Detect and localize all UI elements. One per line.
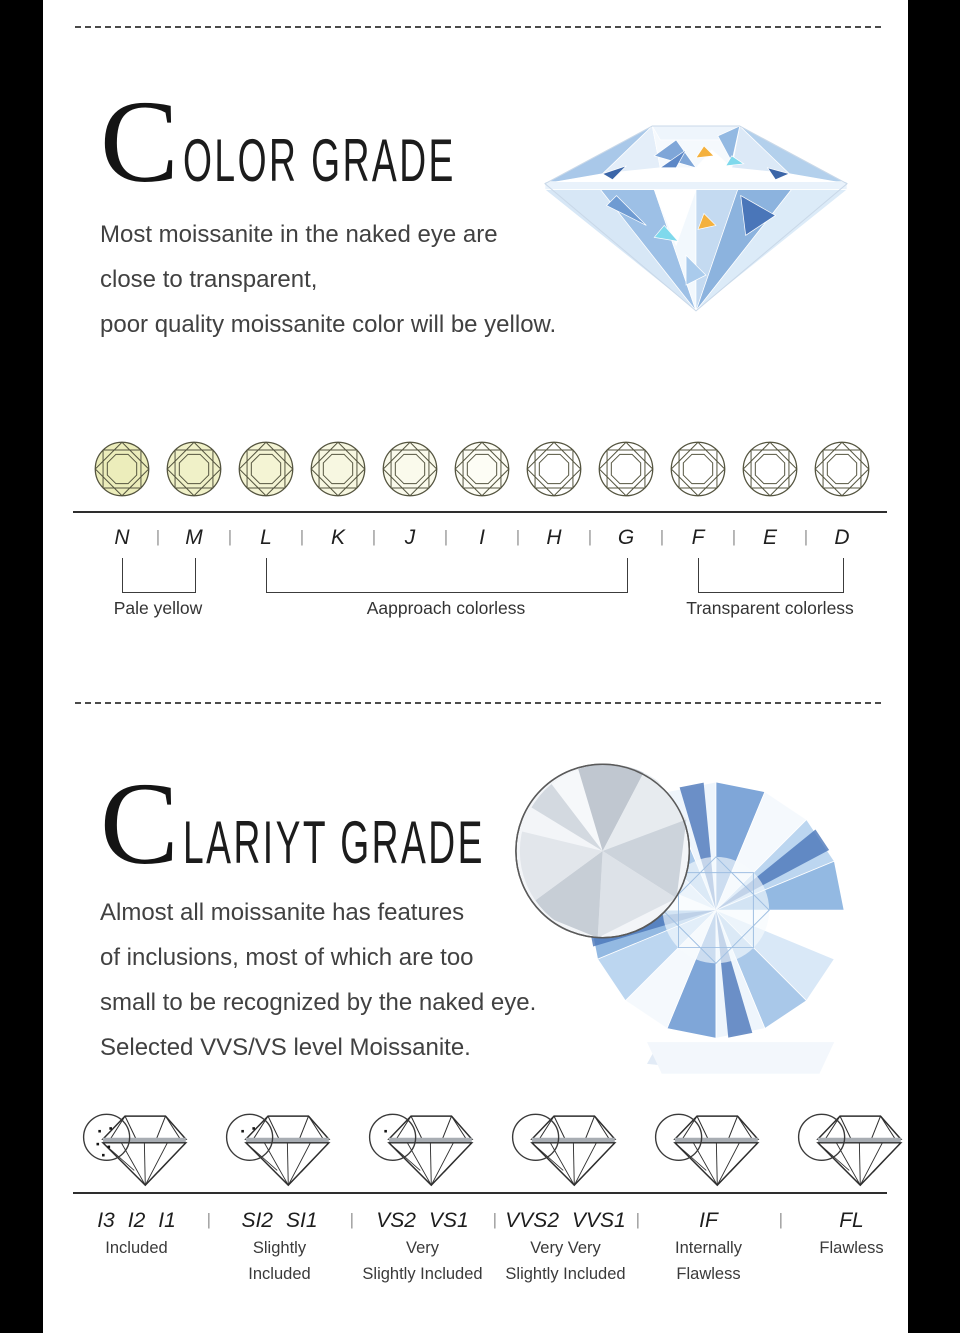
content-panel <box>43 0 908 1333</box>
clarity-code-VS2: VS2 <box>376 1209 416 1232</box>
separator: | <box>299 527 305 546</box>
separator: | <box>227 527 233 546</box>
clarity-code-FL: FL <box>839 1209 864 1232</box>
clarity-name-line: Flawless <box>819 1239 884 1257</box>
clarity-code-SI2: SI2 <box>241 1209 273 1232</box>
clarity-scale-rule <box>73 1192 887 1194</box>
clarity-name-line: Internally <box>675 1239 742 1257</box>
color-scale-rule <box>73 511 887 513</box>
separator: | <box>635 1210 640 1229</box>
clarity-scale-icon-row <box>65 1102 923 1190</box>
heading-initial: C <box>100 758 179 889</box>
clarity-name-line: Slightly Included <box>362 1264 483 1283</box>
color-letter-I: I <box>479 526 485 549</box>
separator: | <box>587 527 593 546</box>
color-letter-row <box>86 526 878 550</box>
color-gem-icon <box>590 438 662 500</box>
color-gem-icon <box>518 438 590 500</box>
color-gem-icon <box>806 438 878 500</box>
clarity-code-VVS2: VVS2 <box>505 1209 559 1232</box>
clarity-gem-loupe-icon <box>780 1102 923 1190</box>
range-label: Transparent colorless <box>686 598 854 618</box>
color-letter-D: D <box>834 526 850 549</box>
clarity-name-line: Very Very <box>530 1239 601 1257</box>
color-gem-icon <box>158 438 230 500</box>
range-label: Pale yellow <box>113 598 203 618</box>
clarity-gem-loupe-icon <box>494 1102 637 1190</box>
range-bracket <box>122 558 196 593</box>
color-letter-L: L <box>260 526 272 549</box>
color-letter-F: F <box>691 526 705 549</box>
clarity-gem-loupe-icon <box>637 1102 780 1190</box>
color-gem-icon <box>446 438 518 500</box>
clarity-name-line: Slightly <box>252 1239 307 1257</box>
color-gem-icon <box>86 438 158 500</box>
clarity-name-line: Included <box>105 1239 168 1257</box>
paragraph-line: poor quality moissanite color will be yellow. <box>100 311 557 338</box>
color-gem-icon <box>302 438 374 500</box>
color-gem-icon <box>230 438 302 500</box>
clarity-name-line: Very <box>405 1239 440 1257</box>
color-letter-E: E <box>762 526 777 549</box>
top-dashed-divider <box>75 26 885 28</box>
separator: | <box>155 527 161 546</box>
clarity-grade-column <box>351 1206 497 1287</box>
clarity-grade-column <box>494 1206 640 1287</box>
clarity-gem-loupe-icon <box>351 1102 494 1190</box>
clarity-code-I3: I3 <box>97 1209 115 1232</box>
separator: | <box>206 1210 211 1229</box>
clarity-code-VVS1: VVS1 <box>572 1209 626 1232</box>
separator: | <box>778 1210 783 1229</box>
separator: | <box>731 527 737 546</box>
heading-rest: LARIYT GRADE <box>182 809 485 876</box>
clarity-codes <box>637 1206 780 1236</box>
color-bracket-layer <box>86 558 878 594</box>
clarity-grade-column <box>780 1206 923 1287</box>
clarity-grade-labels <box>65 1206 923 1287</box>
clarity-grade-column <box>65 1206 211 1287</box>
range-bracket <box>698 558 844 593</box>
clarity-codes <box>780 1206 923 1236</box>
color-grade-description <box>100 212 556 347</box>
separator: | <box>371 527 377 546</box>
clarity-code-IF: IF <box>699 1209 718 1232</box>
range-label: Aapproach colorless <box>366 598 526 618</box>
color-gem-icon <box>374 438 446 500</box>
clarity-code-I2: I2 <box>127 1209 146 1232</box>
clarity-gem-loupe-icon <box>65 1102 208 1190</box>
clarity-grade-column <box>637 1206 783 1287</box>
color-letter-M: M <box>185 526 203 549</box>
color-grade-heading <box>100 76 623 207</box>
paragraph-line: small to be recognized by the naked eye. <box>100 989 537 1016</box>
clarity-code-VS1: VS1 <box>429 1209 469 1232</box>
paragraph-line: close to transparent, <box>100 266 318 293</box>
color-letter-G: G <box>617 526 635 549</box>
separator: | <box>443 527 449 546</box>
color-scale-icon-row <box>86 438 878 500</box>
clarity-grade-heading <box>100 758 670 889</box>
heading-initial: C <box>100 76 179 207</box>
paragraph-line: of inclusions, most of which are too <box>100 944 474 971</box>
clarity-gem-loupe-icon <box>208 1102 351 1190</box>
color-letter-N: N <box>114 526 130 549</box>
color-letter-J: J <box>404 526 416 549</box>
color-letter-H: H <box>546 526 562 549</box>
clarity-codes <box>65 1206 208 1236</box>
clarity-name-line: Flawless <box>676 1264 741 1283</box>
separator: | <box>349 1210 354 1229</box>
clarity-grade-column <box>208 1206 354 1287</box>
color-gem-icon <box>662 438 734 500</box>
clarity-codes <box>208 1206 351 1236</box>
middle-dashed-divider <box>75 702 885 704</box>
heading-rest: OLOR GRADE <box>182 127 456 194</box>
clarity-code-SI1: SI1 <box>286 1209 318 1232</box>
separator: | <box>659 527 665 546</box>
color-gem-icon <box>734 438 806 500</box>
clarity-name-line: Slightly Included <box>505 1264 626 1283</box>
separator: | <box>492 1210 497 1229</box>
clarity-grade-description <box>100 890 536 1070</box>
clarity-codes <box>494 1206 637 1236</box>
paragraph-line: Almost all moissanite has features <box>100 899 465 926</box>
color-letter-K: K <box>330 526 345 549</box>
paragraph-line: Selected VVS/VS level Moissanite. <box>100 1034 471 1061</box>
clarity-name-line: Included <box>248 1264 311 1283</box>
clarity-code-I1: I1 <box>158 1209 176 1232</box>
clarity-codes <box>351 1206 494 1236</box>
color-range-labels <box>86 598 878 622</box>
separator: | <box>515 527 521 546</box>
separator: | <box>803 527 809 546</box>
paragraph-line: Most moissanite in the naked eye are <box>100 221 498 248</box>
range-bracket <box>266 558 628 593</box>
